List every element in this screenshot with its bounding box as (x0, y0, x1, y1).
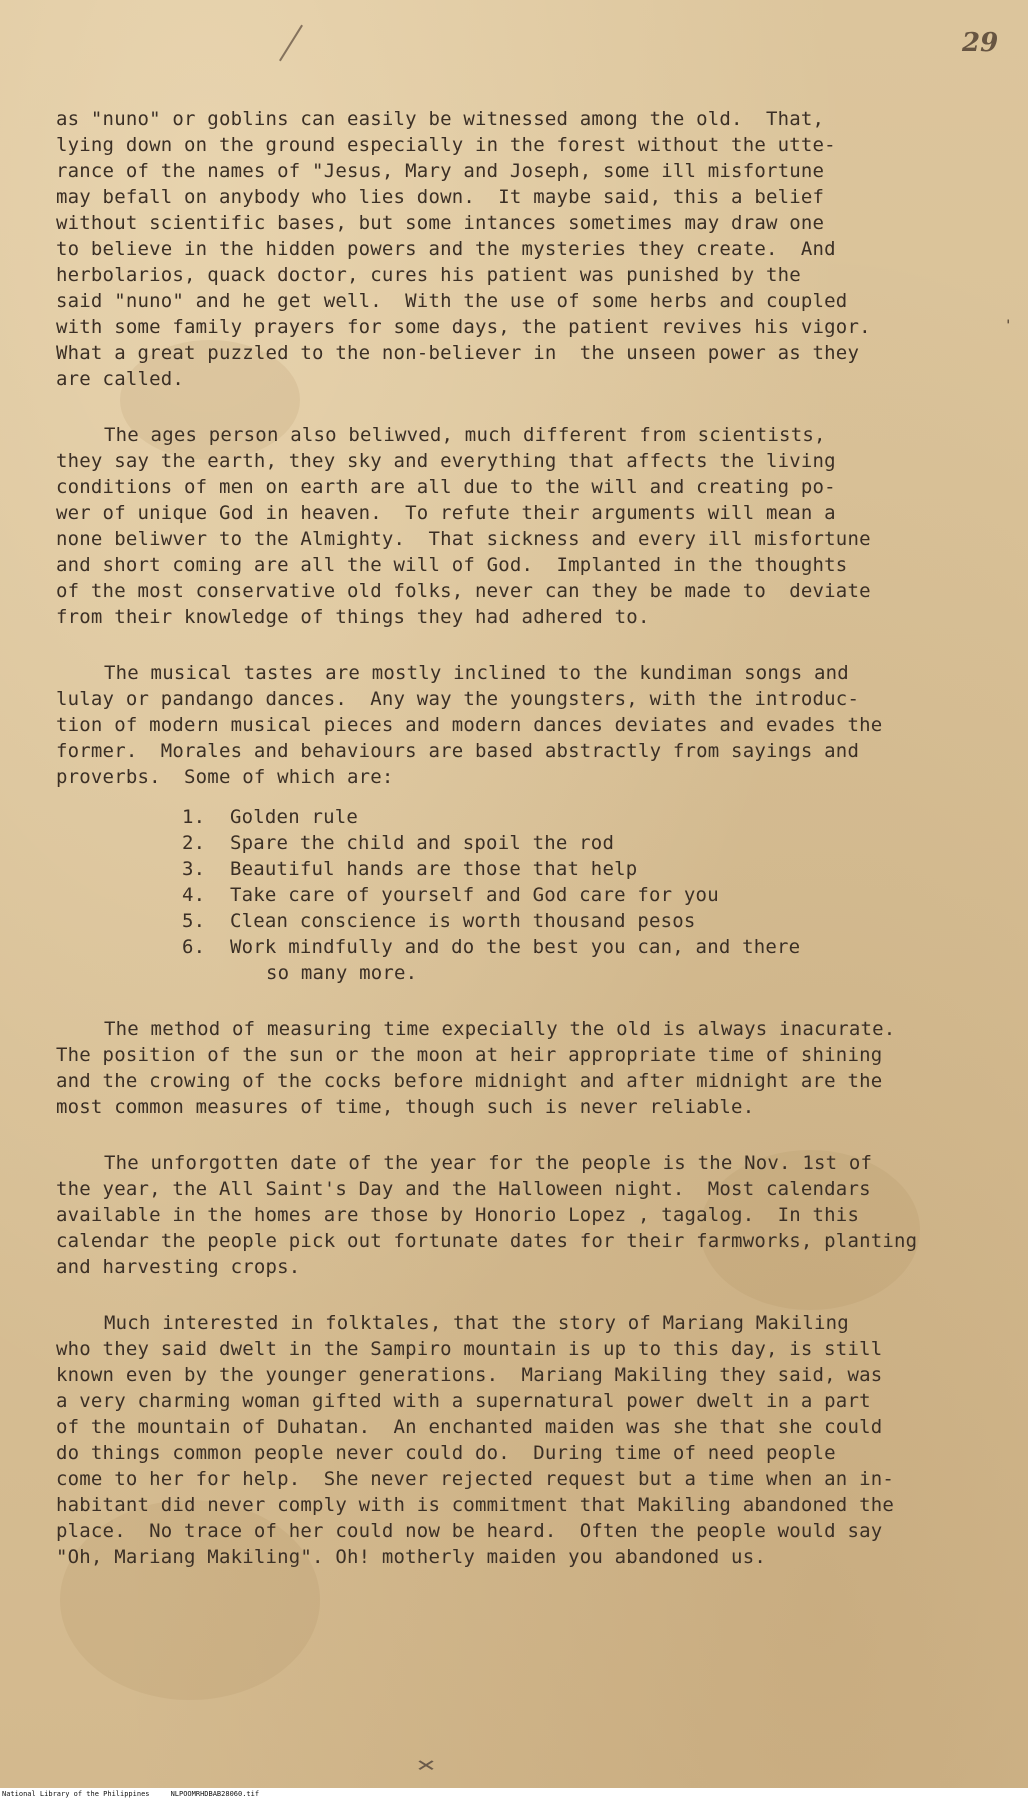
text-line: the year, the All Saint's Day and the Halloween night. Most calendars (56, 1178, 871, 1200)
text-line: herbolarios, quack doctor, cures his patient was punished by the (56, 264, 801, 286)
x-mark: ✕ (416, 1752, 436, 1776)
paragraph-time (56, 1016, 976, 1120)
text-line: place. No trace of her could now be heard. Often the people would say (56, 1520, 883, 1542)
text-line: do things common people never could do. During time of need people (56, 1442, 836, 1464)
list-item (182, 804, 1028, 830)
text-line: from their knowledge of things they had adhered to. (56, 606, 650, 628)
list-text: Spare the child and spoil the rod (230, 832, 615, 854)
paragraph-music (56, 660, 976, 790)
list-item (182, 882, 1028, 908)
list-text: Clean conscience is worth thousand pesos (230, 910, 696, 932)
text-line: known even by the younger generations. Mariang Makiling they said, was (56, 1364, 883, 1386)
list-item (182, 934, 1028, 960)
text-line: none beliwver to the Almighty. That sickness and every ill misfortune (56, 528, 871, 550)
paragraph-makiling (56, 1310, 976, 1570)
list-number: 5. (182, 910, 206, 932)
text-line: as "nuno" or goblins can easily be witnessed among the old. That, (56, 108, 825, 130)
text-line: The musical tastes are mostly inclined to the kundiman songs and (104, 662, 849, 684)
text-line: of the mountain of Duhatan. An enchanted maiden was she that she could (56, 1416, 883, 1438)
footer-text: National Library of the Philippines NLPOOMRHDBAB28060.tif (2, 1790, 260, 1798)
text-line: of the most conservative old folks, never can they be made to deviate (56, 580, 871, 602)
text-line: Much interested in folktales, that the story of Mariang Makiling (104, 1312, 849, 1334)
text-line: most common measures of time, though such is never reliable. (56, 1096, 755, 1118)
list-number: 1. (182, 806, 206, 828)
paragraph-calendar (56, 1150, 976, 1280)
list-text: Work mindfully and do the best you can, and there (230, 936, 801, 958)
text-line: rance of the names of "Jesus, Mary and Joseph, some ill misfortune (56, 160, 825, 182)
scan-footer (0, 1788, 1028, 1800)
text-line: tion of modern musical pieces and modern dances deviates and evades the (56, 714, 883, 736)
paragraph-beliefs (56, 422, 976, 630)
list-number: 6. (182, 936, 206, 958)
text-line: and the crowing of the cocks before midnight and after midnight are the (56, 1070, 883, 1092)
list-number: 2. (182, 832, 206, 854)
list-text: Beautiful hands are those that help (230, 858, 638, 880)
text-line: lulay or pandango dances. Any way the youngsters, with the introduc- (56, 688, 860, 710)
list-text: Golden rule (230, 806, 359, 828)
text-line: The position of the sun or the moon at heir appropriate time of shining (56, 1044, 883, 1066)
list-continuation-text: so many more. (266, 962, 418, 984)
proverbs-list (182, 804, 1028, 986)
text-line: The method of measuring time expecially the old is always inacurate. (104, 1018, 896, 1040)
text-line: and harvesting crops. (56, 1256, 301, 1278)
text-line: What a great puzzled to the non-believer in the unseen power as they (56, 342, 860, 364)
list-continuation (182, 960, 1028, 986)
text-line: come to her for help. She never rejected request but a time when an in- (56, 1468, 895, 1490)
text-line: they say the earth, they sky and everything that affects the living (56, 450, 836, 472)
text-line: with some family prayers for some days, the patient revives his vigor. (56, 316, 871, 338)
text-line: and short coming are all the will of God. Implanted in the thoughts (56, 554, 848, 576)
text-line: calendar the people pick out fortunate dates for their farmworks, planting (56, 1230, 918, 1252)
text-line: "Oh, Mariang Makiling". Oh! motherly maiden you abandoned us. (56, 1546, 766, 1568)
text-line: available in the homes are those by Honorio Lopez , tagalog. In this (56, 1204, 860, 1226)
margin-mark: ' (1004, 318, 1013, 334)
text-line: proverbs. Some of which are: (56, 766, 394, 788)
list-item (182, 908, 1028, 934)
text-line: lying down on the ground especially in the forest without the utte- (56, 134, 836, 156)
text-line: without scientific bases, but some intances sometimes may draw one (56, 212, 825, 234)
text-line: to believe in the hidden powers and the mysteries they create. And (56, 238, 836, 260)
typed-text-body (56, 106, 976, 1570)
text-line: habitant did never comply with is commitment that Makiling abandoned the (56, 1494, 895, 1516)
paragraph-nuno (56, 106, 976, 392)
pencil-slash-mark (279, 25, 303, 62)
text-line: may befall on anybody who lies down. It maybe said, this a belief (56, 186, 825, 208)
text-line: conditions of men on earth are all due to the will and creating po- (56, 476, 836, 498)
text-line: who they said dwelt in the Sampiro mountain is up to this day, is still (56, 1338, 883, 1360)
text-line: said "nuno" and he get well. With the use of some herbs and coupled (56, 290, 848, 312)
text-line: are called. (56, 368, 185, 390)
text-line: former. Morales and behaviours are based abstractly from sayings and (56, 740, 860, 762)
page-number: 29 (962, 28, 999, 58)
list-item (182, 830, 1028, 856)
text-line: The unforgotten date of the year for the people is the Nov. 1st of (104, 1152, 873, 1174)
text-line: The ages person also beliwved, much different from scientists, (104, 424, 826, 446)
text-line: a very charming woman gifted with a supernatural power dwelt in a part (56, 1390, 871, 1412)
list-number: 4. (182, 884, 206, 906)
text-line: wer of unique God in heaven. To refute their arguments will mean a (56, 502, 836, 524)
list-item (182, 856, 1028, 882)
list-number: 3. (182, 858, 206, 880)
list-text: Take care of yourself and God care for you (230, 884, 719, 906)
